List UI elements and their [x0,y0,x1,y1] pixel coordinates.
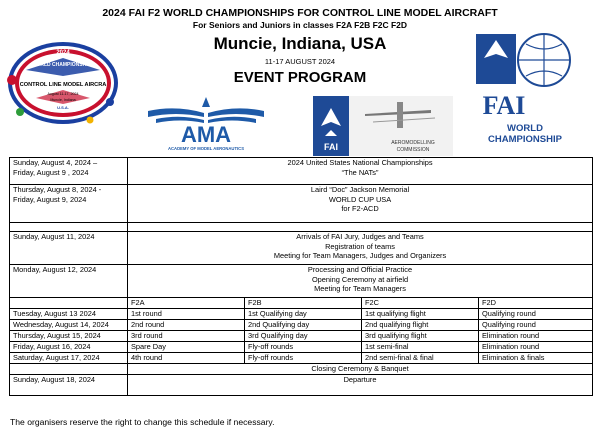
event-location: Muncie, Indiana, USA [213,34,387,53]
emblem-year: 2024 [56,50,70,56]
event-schedule-table [9,157,593,396]
activity-line: 2024 United States National Championships [287,158,433,167]
row-date-cell: Saturday, August 17, 2024 [10,353,128,364]
activity-line: WORLD CUP USA [328,194,392,204]
row-date-cell [10,158,128,185]
ama-logo-subtitle: ACADEMY OF MODEL AERONAUTICS [168,146,244,151]
schedule-row-competition [10,331,593,342]
activity-line: Registration of teams [325,241,395,251]
row-date-cell: Monday, August 12, 2024 [10,265,128,298]
class-header-f2d: F2D [479,298,593,309]
fai-commission-sub1: AEROMODELLING [391,140,435,146]
schedule-row-world-cup [10,185,593,223]
schedule-spacer-row [10,223,593,232]
row-date-start: Sunday, August 4, 2024 – [13,158,98,167]
f2d-cell: Qualifying round [479,320,593,331]
schedule-row-nats [10,158,593,185]
fai-logo-championship: CHAMPIONSHIP [488,134,562,145]
activity-line: Meeting for Team Managers [314,284,406,294]
f2b-cell: Fly-off rounds [245,353,362,364]
schedule-row-competition [10,353,593,364]
championship-classes: For Seniors and Juniors in classes F2A F2B F2C F2D [192,20,408,30]
fai-logo-text: FAI [482,91,526,120]
row-date-cell [10,185,128,223]
activity-line: Laird “Doc” Jackson Memorial [310,185,410,194]
row-date-cell: Sunday, August 11, 2024 [10,232,128,265]
f2d-cell: Qualifying round [479,309,593,320]
f2d-cell: Elimination & finals [479,353,593,364]
activity-line: “The NATs” [341,167,379,177]
class-header-f2c: F2C [362,298,479,309]
row-activity-cell [128,265,593,298]
header-blank-cell [10,298,128,309]
emblem-arc-top: WORLD CHAMPIONSHIPS [31,62,95,68]
row-date-end: Friday, August 9 , 2024 [13,167,89,177]
f2c-cell: 1st semi-final [362,342,479,353]
f2a-cell: 2nd round [128,320,245,331]
fai-commission-sub2: COMMISSION [396,147,430,153]
fai-world-championship-logo [470,30,580,148]
f2a-cell: 3rd round [128,331,245,342]
f2b-cell: Fly-off rounds [245,342,362,353]
activity-line: Meeting for Team Managers, Judges and Organizers [273,251,447,261]
f2a-cell: 4th round [128,353,245,364]
closing-ceremony-cell: Closing Ceremony & Banquet [128,364,593,375]
row-activity-cell [128,232,593,265]
fai-commission-text: FAI [323,142,339,152]
schedule-row-competition [10,320,593,331]
spacer-cell [128,223,593,232]
f2a-cell: 1st round [128,309,245,320]
class-header-f2a: F2A [128,298,245,309]
row-date-end: Friday, August 9, 2024 [13,194,87,204]
activity-line: Arrivals of FAI Jury, Judges and Teams [296,232,424,241]
schedule-disclaimer: The organisers reserve the right to change this schedule if necessary. [10,417,275,427]
f2d-cell: Elimination round [479,342,593,353]
row-date-cell: Tuesday, August 13 2024 [10,309,128,320]
class-header-f2b: F2B [245,298,362,309]
row-date-cell [10,364,128,375]
page-header [0,0,600,158]
emblem-arc-mid: CONTROL LINE MODEL AIRCRA [19,82,107,88]
schedule-row-competition [10,309,593,320]
championship-title: 2024 FAI F2 WORLD CHAMPIONSHIPS FOR CONTROL LINE MODEL AIRCRAFT [102,7,498,19]
emblem-place: Muncie, Indiana [50,98,76,102]
f2d-cell: Elimination round [479,331,593,342]
ama-logo [146,93,266,153]
event-dates: 11-17 AUGUST 2024 [264,57,336,66]
departure-cell: Departure [128,375,593,396]
f2b-cell: 2nd Qualifying day [245,320,362,331]
f2c-cell: 1st qualifying flight [362,309,479,320]
schedule-row-practice [10,265,593,298]
activity-line: Processing and Official Practice [307,265,413,274]
spacer-cell [10,223,128,232]
f2a-cell: Spare Day [128,342,245,353]
f2b-cell: 1st Qualifying day [245,309,362,320]
schedule-row-departure [10,375,593,396]
f2c-cell: 3rd qualifying flight [362,331,479,342]
schedule-class-header-row [10,298,593,309]
schedule-row-arrivals [10,232,593,265]
activity-line: Opening Ceremony at airfield [311,274,409,284]
f2c-cell: 2nd qualifying flight [362,320,479,331]
row-date-start: Thursday, August 8, 2024 - [13,185,102,194]
fai-aeromodelling-logo [313,96,453,156]
row-activity-cell [128,185,593,223]
schedule-row-competition [10,342,593,353]
row-activity-cell [128,158,593,185]
fai-logo-world: WORLD [507,123,543,134]
f2b-cell: 3rd Qualifying day [245,331,362,342]
row-date-cell: Thursday, August 15, 2024 [10,331,128,342]
event-program-heading: EVENT PROGRAM [233,69,367,86]
f2c-cell: 2nd semi-final & final [362,353,479,364]
schedule-row-closing [10,364,593,375]
row-date-cell: Wednesday, August 14, 2024 [10,320,128,331]
ama-logo-text: AMA [180,122,232,147]
row-date-cell: Friday, August 16, 2024 [10,342,128,353]
activity-line: for F2-ACD [341,204,379,214]
row-date-cell: Sunday, August 18, 2024 [10,375,128,396]
emblem-country: U.S.A. [57,105,69,110]
emblem-date: August 11-17, 2024 [47,92,79,96]
